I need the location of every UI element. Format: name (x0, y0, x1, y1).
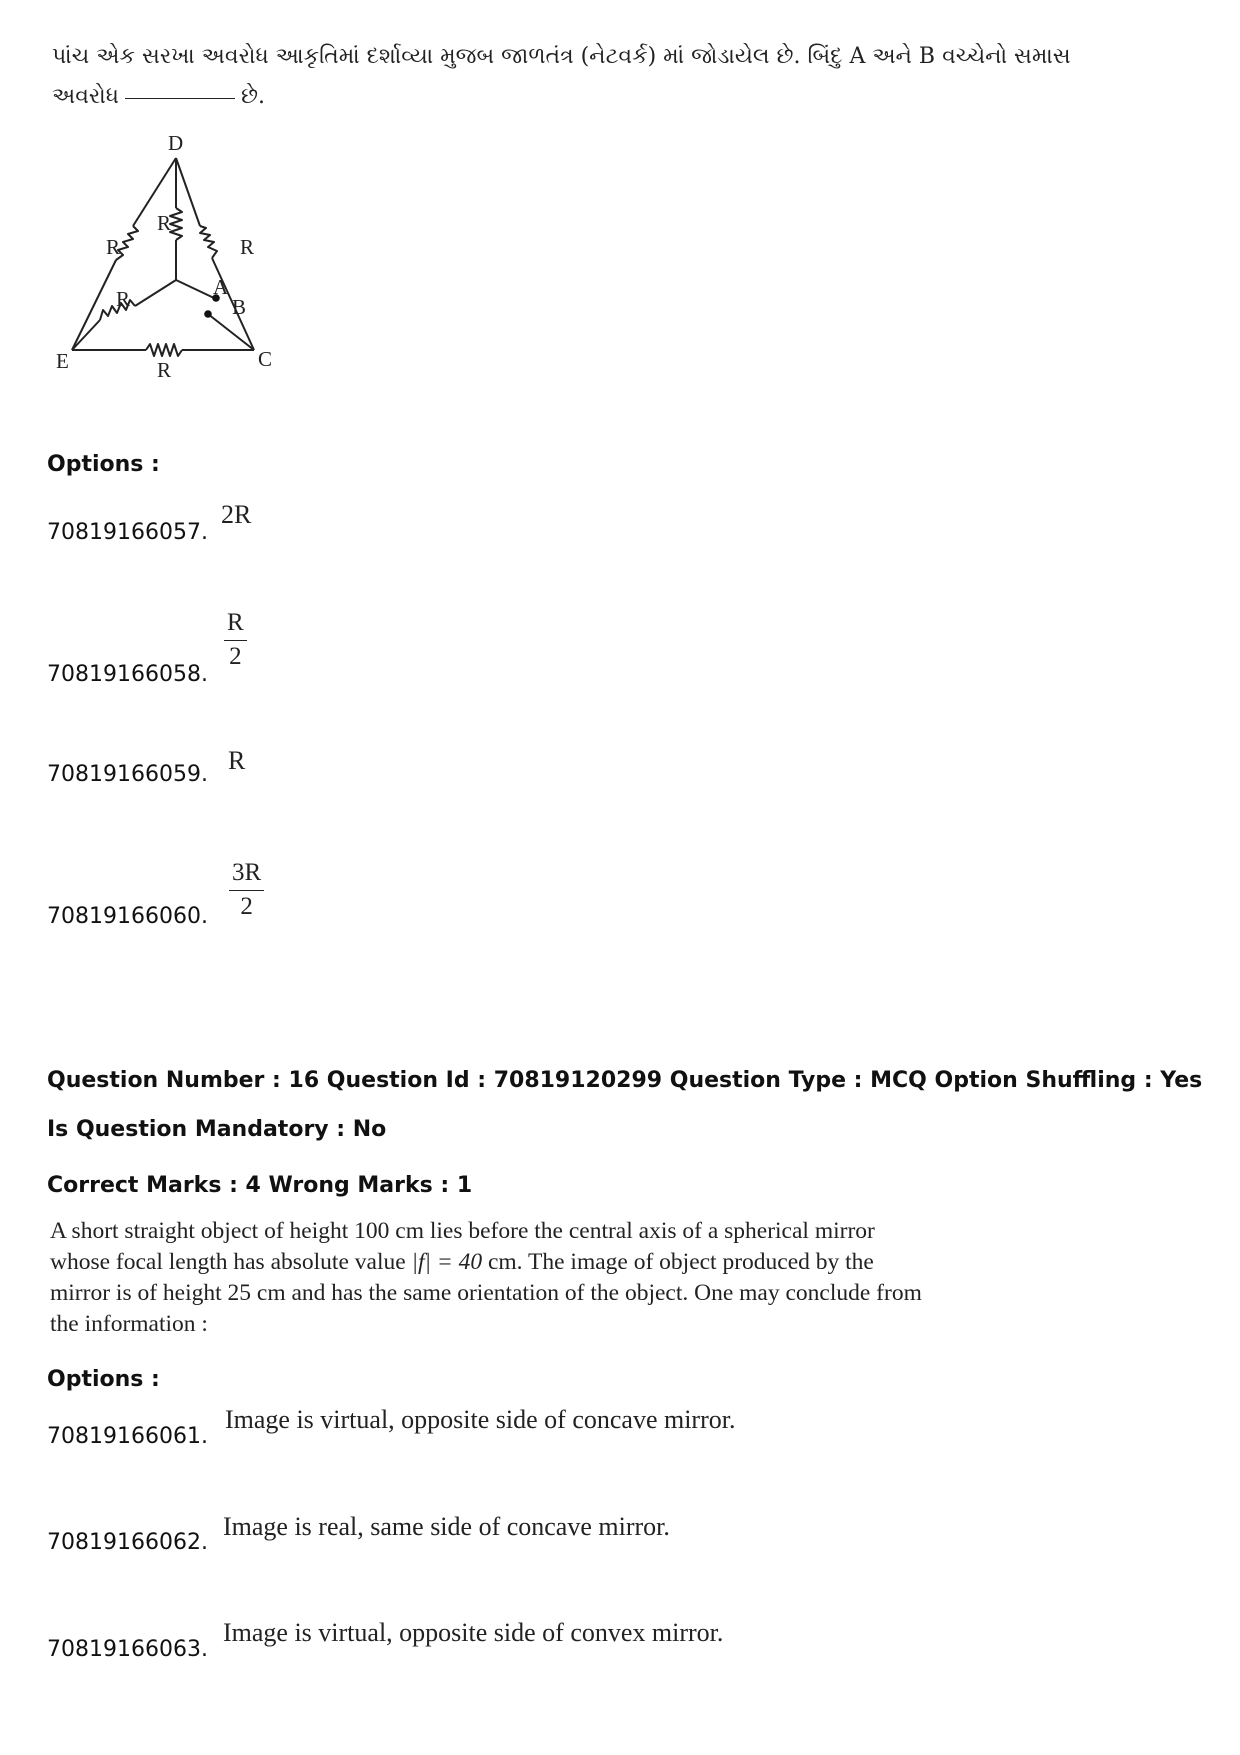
stem-text: whose focal length has absolute value (50, 1249, 406, 1275)
resistor-label-center: R (157, 211, 172, 235)
option-fraction (224, 608, 247, 673)
question-15-text-line-1: પાંચ એક સરખા અવરોધ આકૃતિમાં દર્શાવ્યા મુજબ જાળતંત્ર (નેટવર્ક) માં જોડાયેલ છે. બિંદુ A અને B વચ્ચેનો સમાસ (52, 44, 1071, 69)
option-id: 70819166057. (47, 520, 208, 545)
stem-line: A short straight object of height 100 cm lies before the central axis of a spherical mirror (50, 1218, 875, 1244)
question-16-meta: Question Number : 16 Question Id : 70819120299 Question Type : MCQ Option Shuffling : Yes (47, 1068, 1203, 1093)
option-id: 70819166058. (47, 662, 208, 687)
stem-line: mirror is of height 25 cm and has the same orientation of the object. One may conclude from (50, 1280, 922, 1306)
fill-in-blank (125, 98, 235, 99)
question-15-text-end: છે. (241, 84, 265, 109)
option-value: R (228, 746, 246, 775)
resistor-label-de: R (106, 235, 121, 259)
resistor-de (72, 158, 176, 350)
node-b-dot (204, 310, 212, 318)
option-id: 70819166060. (47, 904, 208, 929)
option-fraction (229, 858, 264, 923)
option-text: Image is virtual, opposite side of concave mirror. (225, 1405, 736, 1434)
stem-line: the information : (50, 1311, 208, 1337)
wire-center-a (176, 280, 214, 298)
option-text: Image is virtual, opposite side of convex mirror. (223, 1618, 724, 1647)
option-value: 2R (221, 500, 252, 529)
question-15-text-word: અવરોધ (52, 84, 119, 109)
question-16-marks: Correct Marks : 4 Wrong Marks : 1 (47, 1173, 473, 1198)
wire-b-c (208, 314, 254, 350)
fraction-denominator: 2 (240, 893, 253, 920)
options-heading: Options : (47, 1367, 160, 1392)
abs-focal-length: |f| = 40 (411, 1249, 483, 1275)
stem-line (50, 1247, 950, 1278)
question-16-stem (50, 1216, 950, 1340)
fraction-numerator: 3R (229, 858, 264, 891)
question-15-text-line-2 (52, 84, 265, 109)
fraction-numerator: R (224, 608, 247, 641)
node-label-a: A (213, 275, 229, 299)
node-label-c: C (258, 347, 273, 371)
option-id: 70819166063. (47, 1637, 208, 1662)
options-heading: Options : (47, 452, 160, 477)
option-id: 70819166061. (47, 1424, 208, 1449)
fraction-denominator: 2 (229, 643, 242, 670)
stem-text: cm. The image of object produced by the (487, 1249, 874, 1275)
resistor-network-diagram (40, 130, 320, 430)
resistor-label-ec: R (157, 358, 172, 382)
option-id: 70819166062. (47, 1530, 208, 1555)
node-label-e: E (56, 349, 69, 373)
resistor-ec (72, 344, 254, 356)
resistor-center (170, 158, 182, 280)
option-text: Image is real, same side of concave mirror. (223, 1512, 670, 1541)
option-id: 70819166059. (47, 762, 208, 787)
resistor-label-center-e: R (116, 287, 131, 311)
node-label-b: B (232, 295, 247, 319)
question-16-mandatory: Is Question Mandatory : No (47, 1117, 387, 1142)
resistor-label-dc: R (240, 235, 255, 259)
node-label-d: D (168, 131, 184, 155)
